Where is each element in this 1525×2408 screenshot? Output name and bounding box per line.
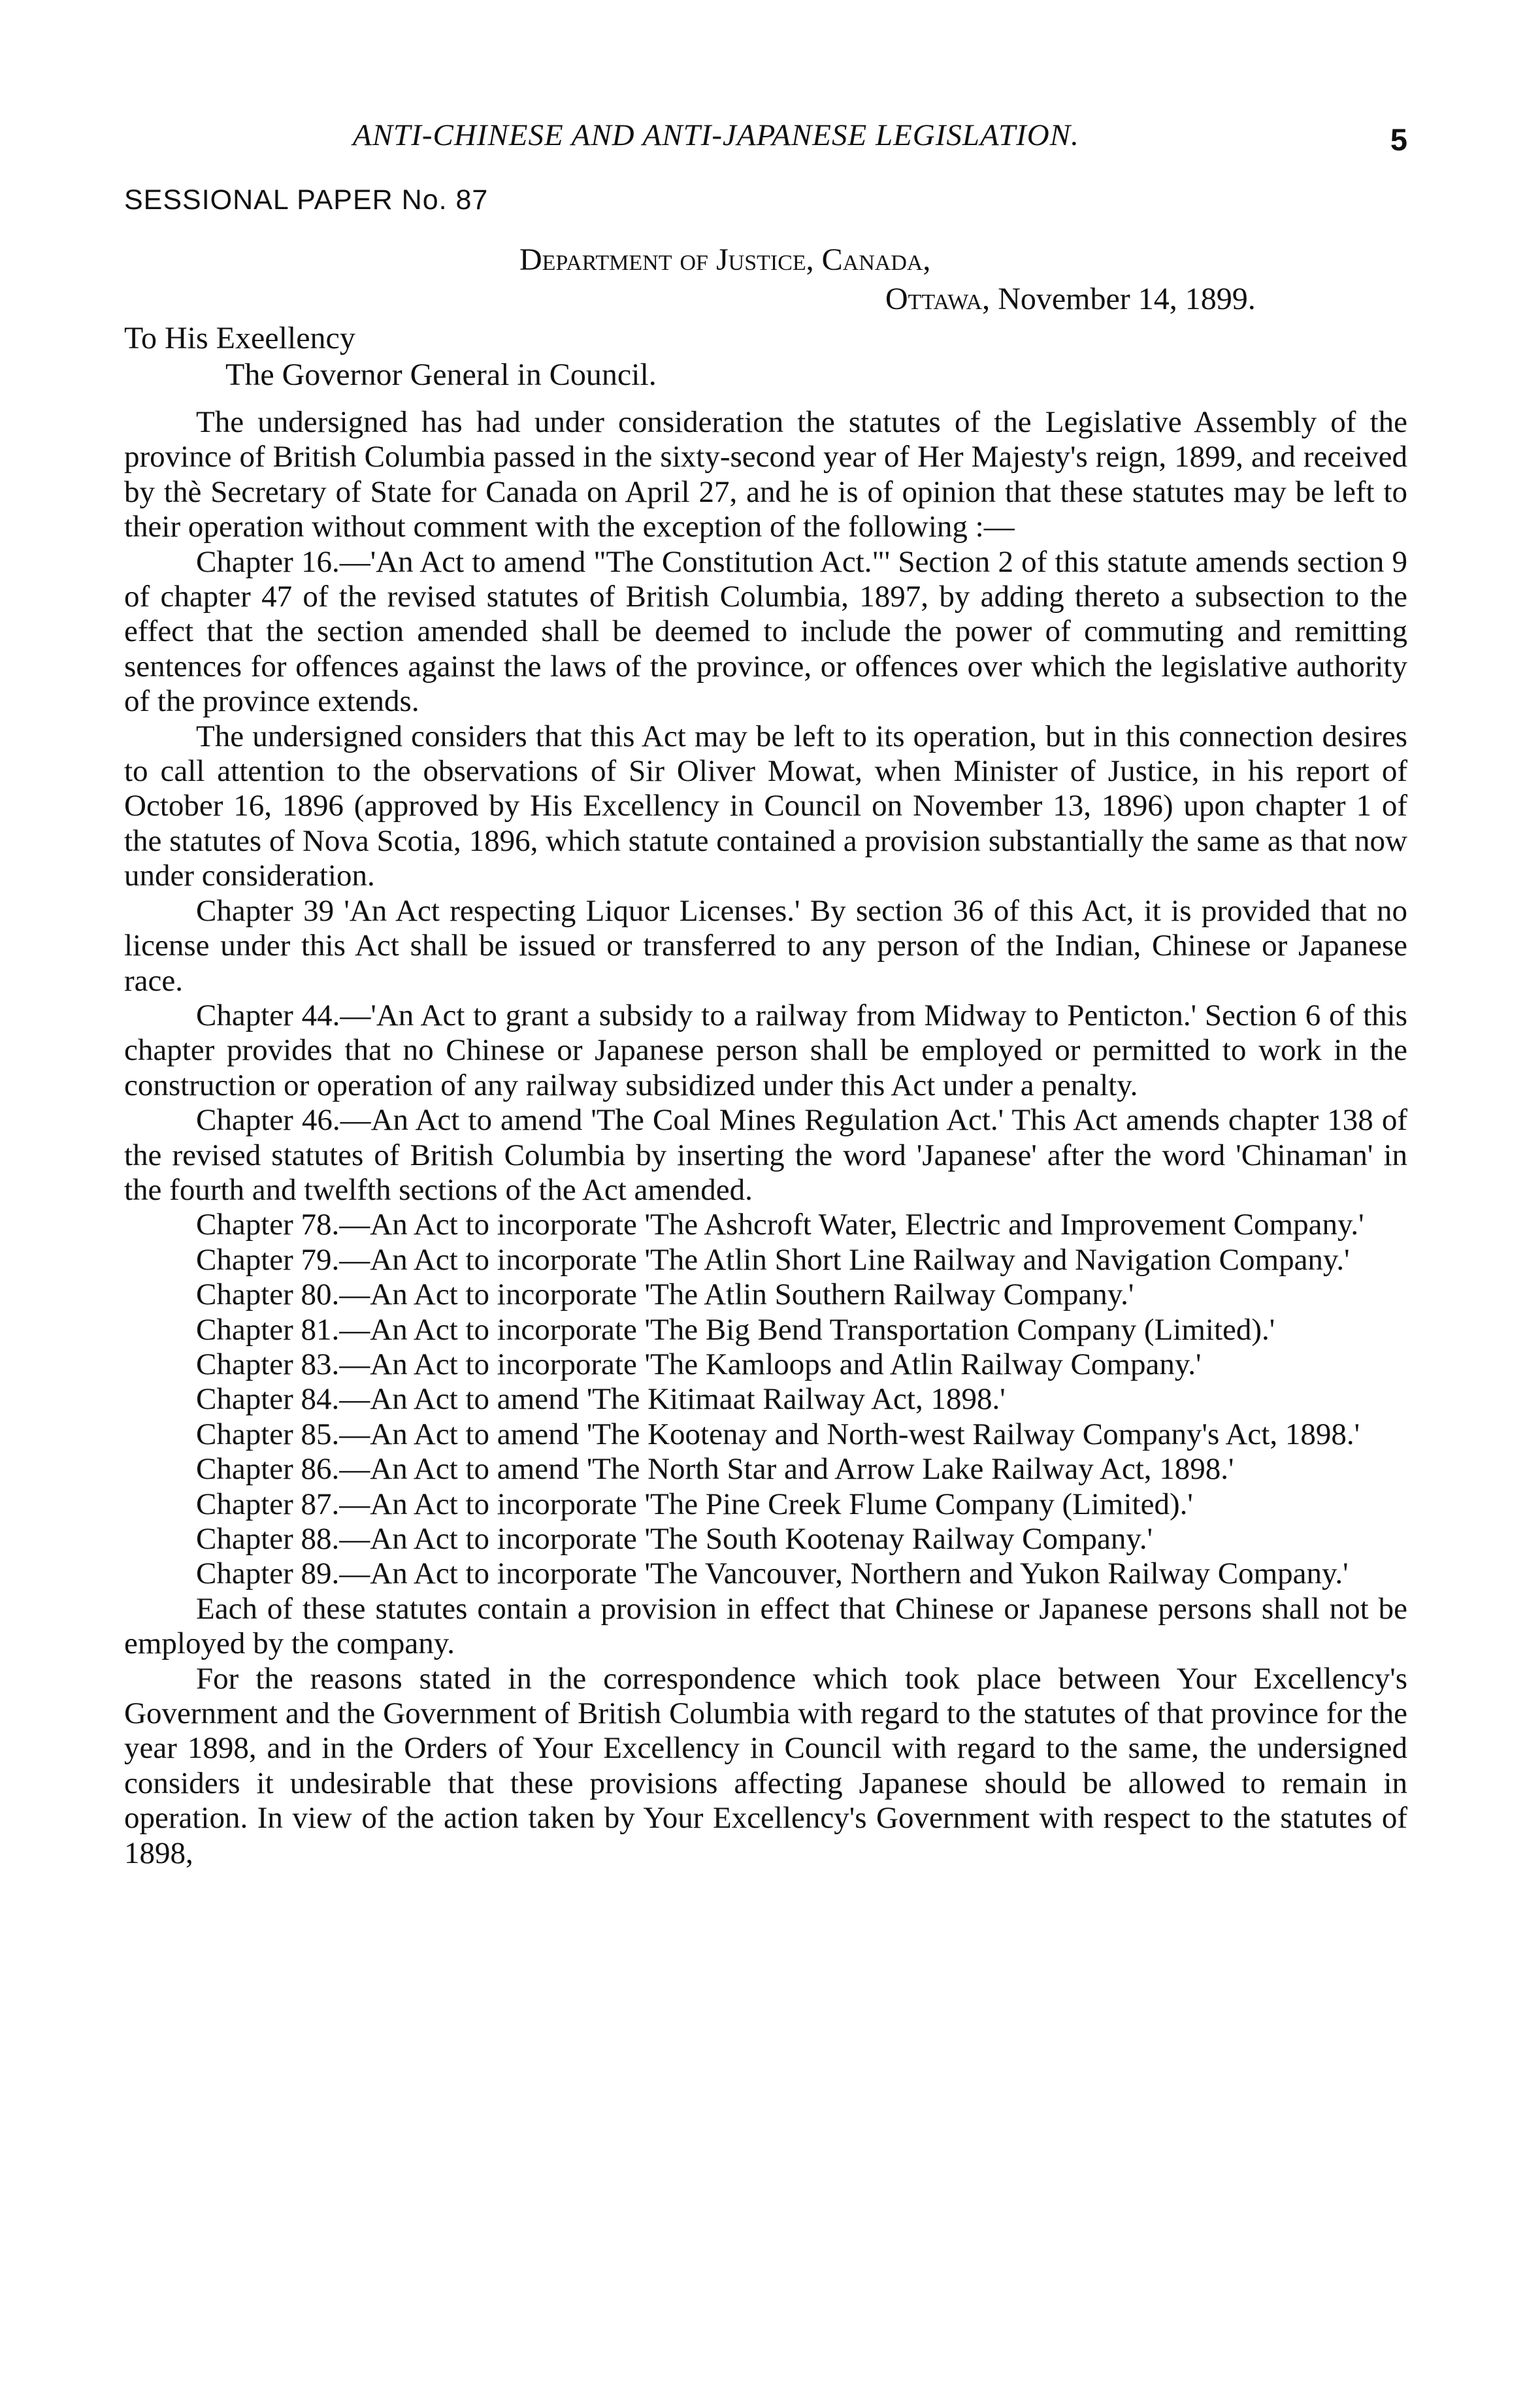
salutation — [124, 320, 657, 393]
dateline — [885, 281, 1256, 317]
paragraph: Chapter 39 'An Act respecting Liquor Licenses.' By section 36 of this Act, it is provided that no license under this Act shall be issued or transferred to any person of the Indian, Chinese or Japanese race. — [124, 893, 1407, 998]
paragraph: Chapter 88.—An Act to incorporate 'The South Kootenay Railway Company.' — [196, 1522, 1153, 1556]
letter-body — [124, 405, 1407, 1871]
paragraph: Chapter 83.—An Act to incorporate 'The Kamloops and Atlin Railway Company.' — [196, 1347, 1202, 1381]
paragraph: Chapter 46.—An Act to amend 'The Coal Mines Regulation Act.' This Act amends chapter 138 of the revised statutes of British Columbia by inserting the word 'Japanese' after the word 'Chinaman' in the fourth and twelfth sections of the Act amended. — [124, 1103, 1407, 1207]
paragraph: Chapter 85.—An Act to amend 'The Kootenay and North-west Railway Company's Act, 1898.' — [196, 1417, 1360, 1451]
paragraph: Chapter 80.—An Act to incorporate 'The Atlin Southern Railway Company.' — [196, 1278, 1134, 1312]
paragraph: Chapter 87.—An Act to incorporate 'The Pine Creek Flume Company (Limited).' — [196, 1487, 1193, 1521]
paragraph: For the reasons stated in the correspondence which took place between Your Excellency's Government and the Government of British Columbia with regard to the statutes of that province for the year 1898, and in the Orders of Your Excellency in Council with regard to the same, the undersigned considers it undesirable that these provisions affecting Japanese should be allowed to remain in operation. In view of the action taken by Your Excellency's Government with respect to the statutes of 1898, — [124, 1661, 1407, 1870]
page-number: 5 — [1390, 122, 1407, 157]
paragraph: The undersigned considers that this Act may be left to its operation, but in this connection desires to call attention to the observations of Sir Oliver Mowat, when Minister of Justice, in his report of October 16, 1896 (approved by His Excellency in Council on November 13, 1896) upon chapter 1 of the statutes of Nova Scotia, 1896, which statute contained a provision substantially the same as that now under consideration. — [124, 719, 1407, 893]
paragraph: Chapter 78.—An Act to incorporate 'The Ashcroft Water, Electric and Improvement Company.' — [196, 1208, 1364, 1242]
paragraph: The undersigned has had under consideration the statutes of the Legislative Assembly of the province of British Columbia passed in the sixty-second year of Her Majesty's reign, 1899, and received by thè Secretary of State for Canada on April 27, and he is of opinion that these statutes may be left to their operation without comment with the exception of the following :— — [124, 405, 1407, 544]
paragraph: Chapter 44.—'An Act to grant a subsidy to a railway from Midway to Penticton.' Section 6 of this chapter provides that no Chinese or Japanese person shall be employed or permitted to work in the construction or operation of any railway subsidized under this Act under a penalty. — [124, 998, 1407, 1102]
salutation-line-1: To His Exeellency — [124, 321, 355, 355]
paragraph: Chapter 79.—An Act to incorporate 'The Atlin Short Line Railway and Navigation Company.' — [196, 1242, 1350, 1277]
paragraph: Chapter 81.—An Act to incorporate 'The Big Bend Transportation Company (Limited).' — [196, 1312, 1275, 1347]
date-place: Ottawa, — [885, 282, 991, 316]
paragraph: Chapter 84.—An Act to amend 'The Kitimaat Railway Act, 1898.' — [196, 1382, 1006, 1417]
sessional-paper-label: SESSIONAL PAPER No. 87 — [124, 184, 489, 216]
paragraph: Each of these statutes contain a provision in effect that Chinese or Japanese persons shall not be employed by the company. — [124, 1591, 1407, 1661]
salutation-line-2: The Governor General in Council. — [225, 357, 657, 392]
paragraph: Chapter 89.—An Act to incorporate 'The Vancouver, Northern and Yukon Railway Company.' — [196, 1557, 1349, 1591]
running-head: ANTI-CHINESE AND ANTI-JAPANESE LEGISLATION. — [353, 118, 1079, 152]
letter-date: November 14, 1899. — [998, 282, 1256, 316]
department-line: Department of Justice, Canada, — [519, 242, 931, 277]
paragraph: Chapter 86.—An Act to amend 'The North Star and Arrow Lake Railway Act, 1898.' — [196, 1452, 1234, 1487]
paragraph: Chapter 16.—'An Act to amend "The Constitution Act."' Section 2 of this statute amends section 9 of chapter 47 of the revised statutes of British Columbia, 1897, by adding thereto a subsection to the effect that the section amended shall be deemed to include the power of commuting and remitting sentences for offences against the laws of the province, or offences over which the legislative authority of the province extends. — [124, 544, 1407, 719]
